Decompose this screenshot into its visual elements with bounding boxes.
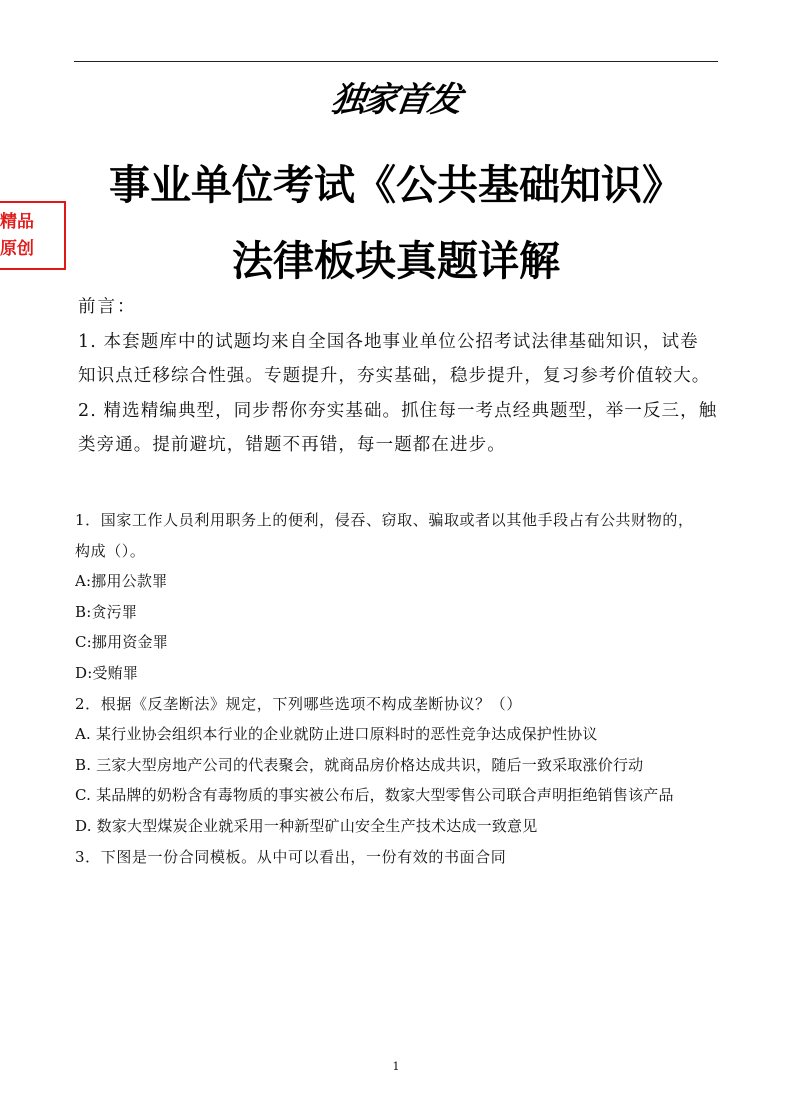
quality-stamp [0,201,66,270]
answer-option: A. 某行业协会组织本行业的企业就防止进口原料时的恶性竞争达成保护性协议 [75,725,598,744]
question-list [75,505,720,872]
preface-label: 前言： [78,297,137,317]
question-1 [75,505,720,689]
answer-option: A:挪用公款罪 [75,572,168,591]
answer-option: D. 数家大型煤炭企业就采用一种新型矿山安全生产技术达成一致意见 [75,816,538,835]
question-3 [75,842,720,873]
preface-line: 类旁通。提前避坑，错题不再错，每一题都在进步。 [78,435,506,455]
answer-option: C:挪用资金罪 [75,633,168,652]
preface-line: 2. 精选精编典型，同步帮你夯实基础。抓住每一考点经典题型，举一反三，触 [78,400,718,421]
answer-option: D:受贿罪 [75,663,139,682]
header-rule [74,61,718,62]
question-stem: 构成（）。 [75,541,146,560]
question-stem: 3．下图是一份合同模板。从中可以看出，一份有效的书面合同 [75,847,507,866]
stamp-line1: 精品 [0,212,34,232]
question-2 [75,689,720,842]
answer-option: C. 某品牌的奶粉含有毒物质的事实被公布后，数家大型零售公司联合声明拒绝销售该产品 [75,786,674,805]
question-stem: 1．国家工作人员利用职务上的便利，侵吞、窃取、骗取或者以其他手段占有公共财物的， [75,511,694,529]
preface [78,290,718,463]
page-number: 1 [392,1060,400,1073]
answer-option: B. 三家大型房地产公司的代表聚会，就商品房价格达成共识，随后一致采取涨价行动 [75,755,644,774]
preface-line: 知识点迁移综合性强。专题提升，夯实基础，稳步提升，复习参考价值较大。 [78,366,711,386]
brand-logo: 独家首发 [328,80,463,120]
preface-line: 1. 本套题库中的试题均来自全国各地事业单位公招考试法律基础知识，试卷 [78,331,699,352]
question-stem: 2．根据《反垄断法》规定，下列哪些选项不构成垄断协议？（） [75,694,522,713]
answer-option: B:贪污罪 [75,602,138,621]
document-title-line2: 法律板块真题详解 [232,237,560,285]
stamp-line2: 原创 [0,239,34,259]
document-title-line1: 事业单位考试《公共基础知识》 [109,161,683,209]
